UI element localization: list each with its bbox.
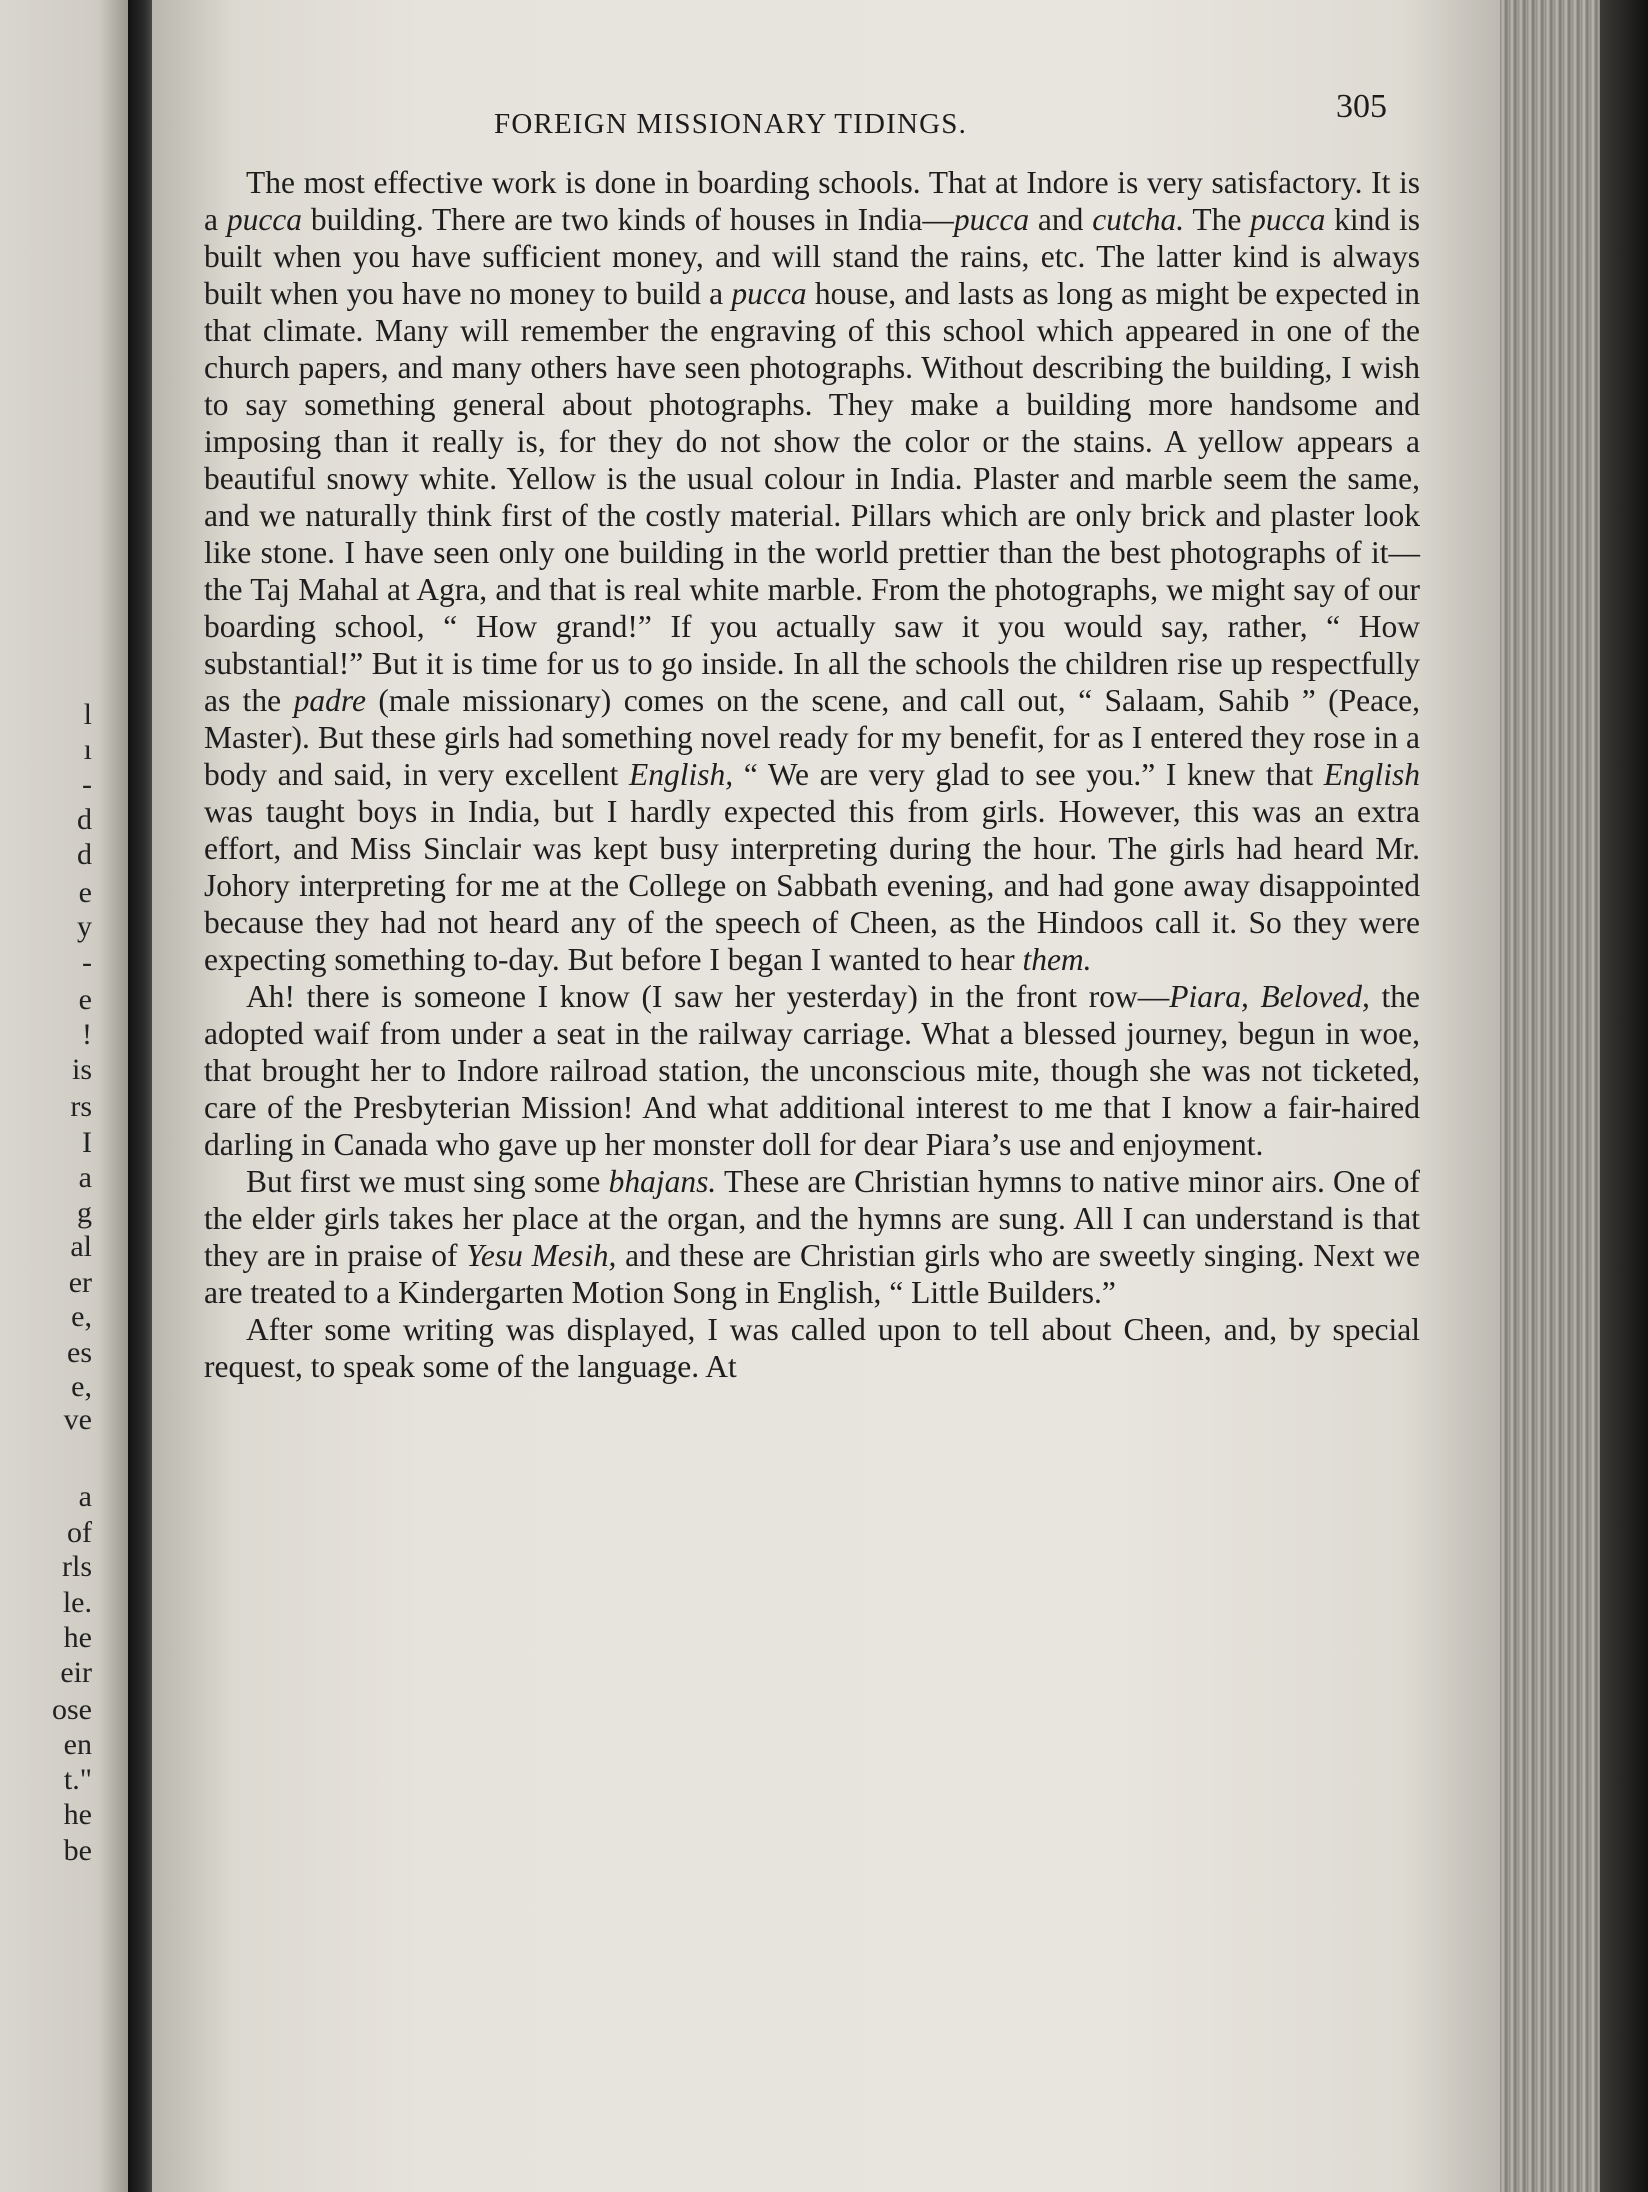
- facing-page-fragment: be: [63, 1834, 92, 1867]
- facing-page-fragment: -: [82, 946, 92, 979]
- facing-page-fragment: t.": [63, 1763, 92, 1796]
- italic-text: bhajans.: [608, 1164, 717, 1199]
- italic-text: them.: [1022, 942, 1092, 977]
- paragraph: [204, 1163, 1420, 1311]
- facing-page-fragment: ose: [52, 1693, 92, 1726]
- text-run: and these are Christian girls who are sweetly singing. Next we are treated to a Kindergarten Motion Song in English, “ Little Builders.”: [204, 1238, 1420, 1310]
- page-number: 305: [1336, 88, 1387, 125]
- italic-text: cutcha.: [1092, 202, 1185, 237]
- paragraph: [204, 978, 1420, 1163]
- italic-text: Piara, Beloved,: [1169, 979, 1370, 1014]
- facing-page-fragment: en: [63, 1728, 92, 1761]
- text-run: (male missionary) comes on the scene, and call out, “ Salaam, Sahib ” (Peace, Master). But these girls had something novel ready for my benefit, for as I entered they rose in a body and said, in very excellent: [204, 683, 1420, 792]
- facing-page-fragment: rs: [70, 1090, 92, 1123]
- text-run: After some writing was displayed, I was called upon to tell about Cheen, and, by special request, to speak some of the language. At: [204, 1312, 1420, 1384]
- facing-page-fragment: le.: [62, 1586, 92, 1619]
- text-run: kind is built when you have sufficient money, and will stand the rains, etc. The latter kind is always built when you have no money to build a: [204, 202, 1421, 311]
- facing-page-fragment: l: [83, 698, 92, 731]
- facing-page-fragment: e: [78, 876, 92, 909]
- text-run: “ We are very glad to see you.” I knew that: [733, 757, 1324, 792]
- facing-page-fragment: g: [77, 1196, 92, 1229]
- facing-page-fragment: he: [63, 1621, 92, 1654]
- text-run: The: [1184, 202, 1251, 237]
- facing-page-left: [0, 0, 140, 2192]
- facing-page-fragment: ve: [63, 1403, 92, 1436]
- facing-page-fragment: !: [82, 1018, 92, 1051]
- facing-page-fragment: e,: [71, 1300, 92, 1333]
- text-run: But first we must sing some: [246, 1164, 609, 1199]
- running-title: FOREIGN MISSIONARY TIDINGS.: [494, 108, 968, 140]
- italic-text: pucca: [1250, 202, 1326, 237]
- facing-page-fragment: al: [70, 1230, 92, 1263]
- facing-page-fragment: eir: [60, 1656, 92, 1689]
- facing-page-fragment: he: [63, 1798, 92, 1831]
- facing-page-fragment: es: [67, 1336, 92, 1369]
- facing-page-fragment: e: [78, 983, 92, 1016]
- facing-page-fragment: of: [67, 1516, 92, 1549]
- facing-page-fragment: a: [78, 1480, 92, 1513]
- facing-page-fragment: is: [71, 1053, 92, 1086]
- facing-page-fragment: er: [68, 1266, 92, 1299]
- text-run: the adopted waif from under a seat in the railway carriage. What a blessed journey, begun in woe, that brought her to Indore railroad station, the unconscious mite, though she was not ticketed, care of the Presbyterian Mission! And what additional interest to me that I know a fair-haired darling in Canada who gave up her monster doll for dear Piara’s use and enjoyment.: [204, 979, 1420, 1162]
- text-run: The most effective work is done in boarding schools. That at Indore is very satisfactory. It is a: [204, 165, 1420, 237]
- italic-text: pucca: [226, 202, 303, 237]
- facing-page-fragment: ı: [83, 733, 92, 766]
- facing-page-fragment: y: [77, 910, 92, 943]
- italic-text: English,: [629, 757, 734, 792]
- text-run: Ah! there is someone I know (I saw her yesterday) in the front row—: [246, 979, 1170, 1014]
- body-text: [204, 164, 1420, 1385]
- text-run: house, and lasts as long as might be expected in that climate. Many will remember the engraving of this school which appeared in one of the church papers, and many others have seen photographs. Without describing the building, I wish to say something general about photographs. They make a building more handsome and imposing than it really is, for they do not show the color or the stains. A yellow appears a beautiful snowy white. Yellow is the usual colour in India. Plaster and marble seem the same, and we naturally think first of the costly material. Pillars which are only brick and plaster look like stone. I have seen only one building in the world prettier than the best photographs of it—the Taj Mahal at Agra, and that is real white marble. From the photographs, we might say of our boarding school, “ How grand!” If you actually saw it you would say, rather, “ How substantial!” But it is time for us to go inside. In all the schools the children rise up respectfully as the: [204, 276, 1420, 718]
- italic-text: English: [1323, 757, 1420, 792]
- text-run: building. There are two kinds of houses in India—: [302, 202, 954, 237]
- italic-text: pucca: [731, 276, 807, 311]
- facing-page-fragment: d: [77, 838, 92, 871]
- paragraph: [204, 1311, 1420, 1385]
- facing-page-fragment: d: [77, 803, 92, 836]
- book-cover-edge: [1600, 0, 1648, 2192]
- italic-text: Yesu Mesih,: [466, 1238, 617, 1273]
- italic-text: padre: [293, 683, 366, 718]
- facing-page-fragment: a: [78, 1161, 92, 1194]
- text-run: and: [1029, 202, 1093, 237]
- facing-page-fragment: -: [82, 768, 92, 801]
- text-run: was taught boys in India, but I hardly expected this from girls. However, this was an extra effort, and Miss Sinclair was kept busy interpreting during the hour. The girls had heard Mr. Johory interpreting for me at the College on Sabbath evening, and had gone away disappointed because they had not heard any of the speech of Cheen, as the Hindoos call it. So they were expecting something to-day. But before I began I wanted to hear: [204, 794, 1420, 977]
- facing-page-fragment: I: [82, 1126, 92, 1159]
- facing-page-fragment: e,: [71, 1370, 92, 1403]
- italic-text: pucca: [953, 202, 1030, 237]
- facing-page-fragment: rls: [62, 1550, 92, 1583]
- paragraph: [204, 164, 1420, 978]
- text-run: These are Christian hymns to native minor airs. One of the elder girls takes her place at the organ, and the hymns are sung. All I can understand is that they are in praise of: [204, 1164, 1421, 1273]
